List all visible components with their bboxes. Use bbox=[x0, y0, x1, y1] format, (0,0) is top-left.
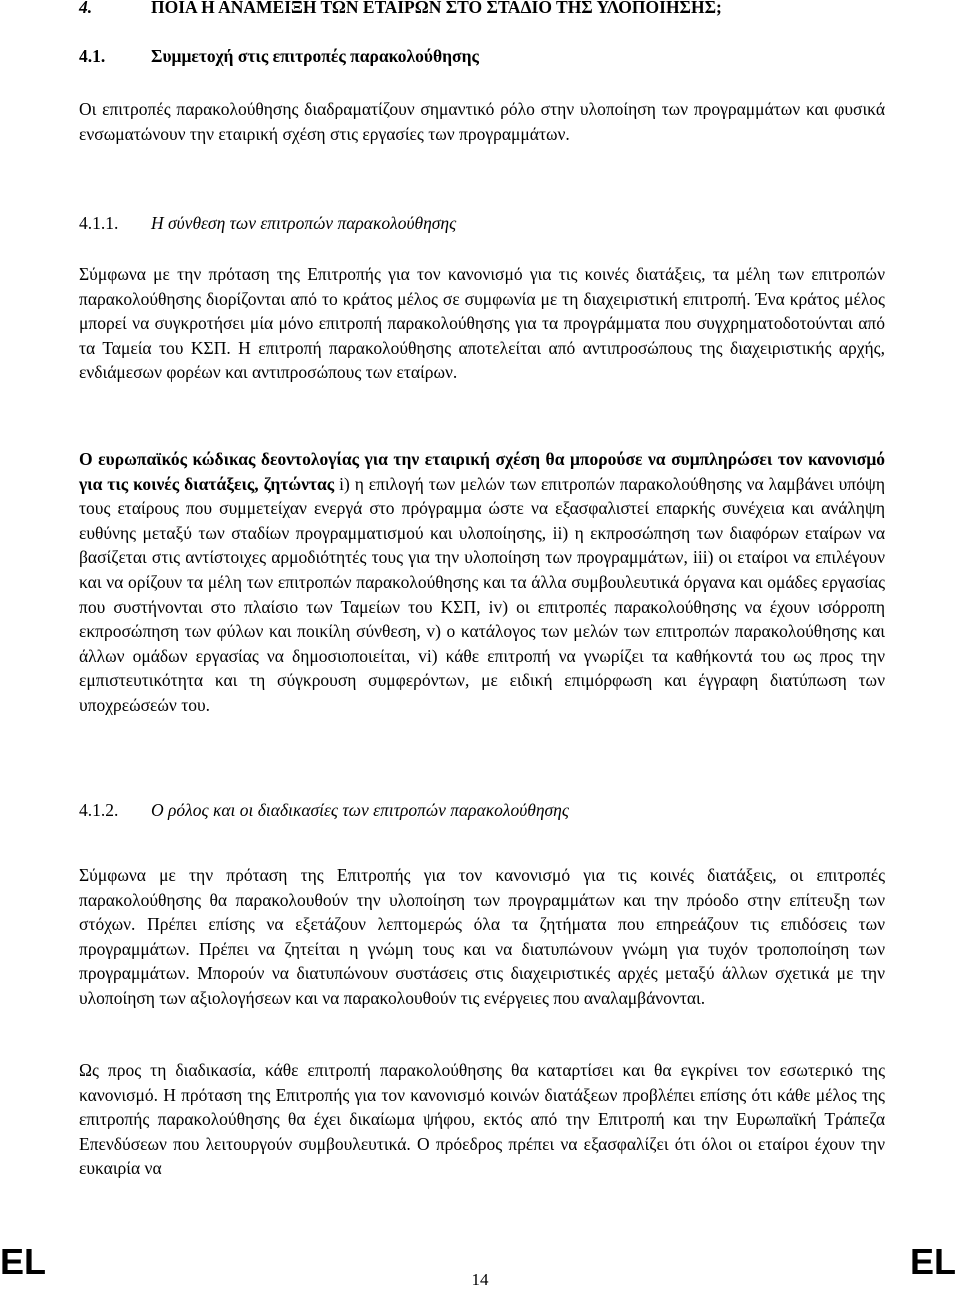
section-4-1-2-paragraph-1: Σύμφωνα με την πρόταση της Επιτροπής για τον κανονισμό για τις κοινές διατάξεις, οι επιτροπές παρακολούθησης θα παρακολουθούν την υλοποίηση των προγραμμάτων και την πρόοδο στην επίτευξη των στόχων. Πρέπει επίσης να εξετάζουν λεπτομερώς όλα τα ζητήματα που επηρεάζουν τις επιδόσεις των προγραμμάτων. Πρέπει να ζητείται η γνώμη τους και να διατυπώνουν γνώμη για τυχόν τροποποίηση των προγραμμάτων. Μπορούν να διατυπώνουν συστάσεις στις διαχειριστικές αρχές μεταξύ άλλων σχετικά με την υλοποίηση των αξιολογήσεων και να παρακολουθούν τις ενέργειες που αναλαμβάνονται. bbox=[79, 865, 885, 1008]
section-4-1-2-heading bbox=[79, 800, 569, 821]
section-4-1-2-title: Ο ρόλος και οι διαδικασίες των επιτροπών παρακολούθησης bbox=[151, 800, 569, 820]
section-4-title: ΠΟΙΑ Η ΑΝΑΜΕΙΞΗ ΤΩΝ ΕΤΑΙΡΩΝ ΣΤΟ ΣΤΑΔΙΟ ΤΗΣ ΥΛΟΠΟΙΗΣΗΣ; bbox=[151, 0, 722, 17]
section-4-1-title: Συμμετοχή στις επιτροπές παρακολούθησης bbox=[151, 46, 479, 66]
section-4-heading bbox=[79, 0, 722, 18]
footer-language-label-left: EL bbox=[0, 1241, 47, 1282]
section-4-1-1-paragraph-2 bbox=[79, 447, 885, 718]
section-4-1-1-heading bbox=[79, 213, 456, 234]
section-4-1-2-number: 4.1.2. bbox=[79, 800, 119, 820]
code-of-conduct-rest-text: i) η επιλογή των μελών των επιτροπών παρακολούθησης να λαμβάνει υπόψη τους εταίρους που συμμετείχαν ενεργά στο πρόγραμμα ώστε να εξασφαλιστεί επαρκής συνέχεια και ανάληψη ευθύνης μεταξύ των σταδίων προγραμματισμού και υλοποίησης, ii) η εκπροσώπηση των διαφόρων εταίρων να βασίζεται στις αντίστοιχες αρμοδιότητές τους για την υλοποίηση των προγραμμάτων, iii) οι εταίροι να επιλέγουν και να ορίζουν τα μέλη των επιτροπών παρακολούθησης και τα άλλα συμβουλευτικά όργανα και ομάδες εργασίας που συστήνονται στο πλαίσιο των Ταμείων του ΚΣΠ, iv) οι επιτροπές παρακολούθησης να έχουν ισόρροπη εκπροσώπηση των φύλων και ποικίλη σύνθεση, v) ο κατάλογος των μελών των επιτροπών παρακολούθησης και άλλων ομάδων εργασίας να δημοσιοποιείται, vi) κάθε επιτροπή να γνωρίζει τα καθήκοντά του ως προς την εμπιστευτικότητα και τη σύγκρουση συμφερόντων, με ειδική επιμόρφωση και έγγραφη διατύπωση των υποχρεώσεών του. bbox=[79, 473, 885, 715]
section-4-1-heading bbox=[79, 46, 479, 67]
section-4-number: 4. bbox=[79, 0, 93, 17]
section-4-1-number: 4.1. bbox=[79, 46, 106, 66]
page-number: 14 bbox=[471, 1270, 489, 1289]
footer-language-label-right: EL bbox=[909, 1241, 956, 1282]
section-4-1-1-paragraph-1: Σύμφωνα με την πρόταση της Επιτροπής για τον κανονισμό για τις κοινές διατάξεις, τα μέλη των επιτροπών παρακολούθησης διορίζονται από το κράτος μέλος σε συμφωνία με τη διαχειριστική επιτροπή. Ένα κράτος μέλος μπορεί να συγκροτήσει μία μόνο επιτροπή παρακολούθησης για τα προγράμματα που συγχρηματοδοτούνται από τα Ταμεία του ΚΣΠ. Η επιτροπή παρακολούθησης αποτελείται από αντιπροσώπους της διαχειριστικής αρχής, ενδιάμεσων φορέων και αντιπροσώπους των εταίρων. bbox=[79, 264, 885, 383]
section-4-1-1-number: 4.1.1. bbox=[79, 213, 119, 233]
code-of-conduct-bold-text: Ο ευρωπαϊκός κώδικας δεοντολογίας για την εταιρική σχέση θα μπορούσε να συμπληρώσει τον κανονισμό για τις κοινές διατάξεις, ζητώντας bbox=[79, 449, 885, 494]
section-4-1-intro: Οι επιτροπές παρακολούθησης διαδραματίζουν σημαντικό ρόλο στην υλοποίηση των προγραμμάτων και φυσικά ενσωματώνουν την εταιρική σχέση στις εργασίες των προγραμμάτων. bbox=[79, 99, 885, 144]
section-4-1-1-title: Η σύνθεση των επιτροπών παρακολούθησης bbox=[151, 213, 457, 233]
section-4-1-2-paragraph-2: Ως προς τη διαδικασία, κάθε επιτροπή παρακολούθησης θα καταρτίσει και θα εγκρίνει τον εσωτερικό της κανονισμό. Η πρόταση της Επιτροπής για τον κανονισμό κοινών διατάξεων προβλέπει επίσης ότι κάθε μέλος της επιτροπής παρακολούθησης θα έχει δικαίωμα ψήφου, εκτός από την Επιτροπή και την Ευρωπαϊκή Τράπεζα Επενδύσεων που λειτουργούν συμβουλευτικά. Ο πρόεδρος πρέπει να εξασφαλίζει ότι όλοι οι εταίροι έχουν την ευκαιρία να bbox=[79, 1060, 885, 1179]
